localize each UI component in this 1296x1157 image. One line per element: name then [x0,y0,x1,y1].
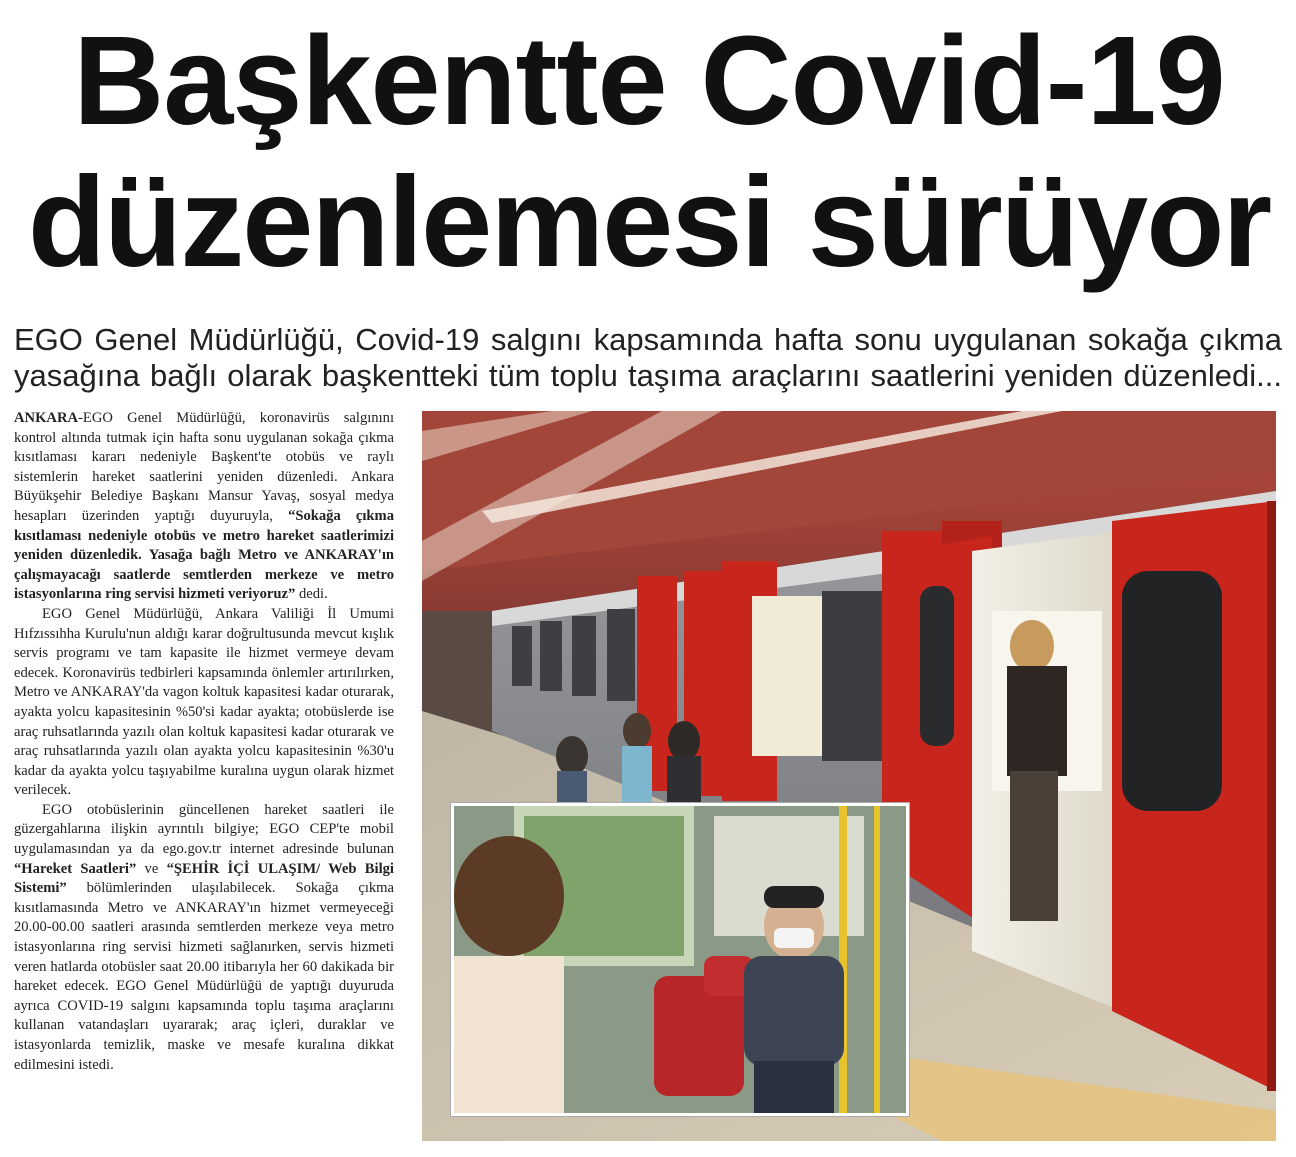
p3-a: EGO otobüslerinin güncellenen hareket saatleri ile güzergahlarına ilişkin ayrıntılı bilgiye; EGO CEP'te mobil uygulamasından ya da ego.gov.tr internet adresinde bulunan [14,801,394,858]
headline [18,10,1280,294]
p3-c: bölümlerinden ulaşılabilecek. Sokağa çıkma kısıtlamasında Metro ve ANKARAY'ın hizmet vermeyeceği 20.00-00.00 saatleri arasında semtlerden merkeze veya metro istasyonlarına ring servisi hizmeti sağlanırken, servis hizmeti veren hatlarda otobüsler saat 20.00 itibarıyla her 60 dakikada bir hareket edecek. EGO Genel Müdürlüğü de yaptığı duyuruda ayrıca COVID-19 salgını kapsamında toplu taşıma araçlarını kullanan vatandaşları uyararak; araç içleri, duraklar ve istasyonlarda temizlik, maske ve mesafe kuralına dikkat edilmesini istedi. [14,880,394,1073]
headline-line-1: Başkentte Covid-19 [73,10,1225,151]
p3-link-sehir: “ŞEHİR İÇİ ULAŞIM/ Web Bilgi Sistemi” [14,860,394,897]
subheadline [14,322,1282,394]
p3-ve: ve [136,860,167,877]
headline-line-2: düzenlemesi sürüyor [27,151,1271,294]
subheadline-line-1: EGO Genel Müdürlüğü, Covid-19 salgını kapsamında hafta sonu uygulanan sokağa çıkma [14,322,1282,357]
article-paragraph-2: EGO Genel Müdürlüğü, Ankara Valiliği İl Umumi Hıfzıssıhha Kurulu'nun aldığı karar doğrultusunda mevcut kışlık servis programı ve tam kapasite ile hizmet vermeye devam edecek. Koronavirüs tedbirleri kapsamında önlemler artırılırken, Metro ve ANKARAY'da vagon koltuk kapasitesi kadar oturarak, ayakta yolcu kapasitesinin %50'si kadar ayakta; otobüslerde ise araç ruhsatlarında yazılı olan koltuk kapasitesi kadar oturarak ve araç ruhsatlarında yazılı olan ayakta yolcu kapasitesinin %30'u kadar da ayakta yolcu taşıyabilme kuralına uygun olarak hizmet verilecek. [14,605,394,799]
article-body [14,409,394,1075]
mayor-quote: “Sokağa çıkma kısıtlaması nedeniyle otobüs ve metro hareket saatlerimizi yeniden düzenledik. Yasağa bağlı Metro ve ANKARAY'ın çalışmayacağı saatlerde semtlerden merkeze ve metro istasyonlarına ring servisi hizmeti veriyoruz” [14,507,395,603]
dateline: ANKARA [14,410,79,426]
p1-end: dedi. [295,586,328,603]
article-paragraph-1 [14,409,394,605]
bus-interior-photo [451,803,909,1116]
bus-interior-icon [454,806,906,1113]
article-paragraph-3 [14,801,394,1075]
p1-text: -EGO Genel Müdürlüğü, koronavirüs salgınını kontrol altında tutmak için hafta sonu uygulanan sokağa çıkma kısıtlaması kararı nedeniyle Başkent'te otobüs ve raylı sistemlerin hareket saatlerini yeniden düzenledi. Ankara Büyükşehir Belediye Başkanı Mansur Yavaş, sosyal medya hesapları üzerinden yaptığı duyuruyla, [14,410,394,524]
subheadline-line-2: yasağına bağlı olarak başkentteki tüm toplu taşıma araçlarını saatlerini yeniden düzenledi... [14,358,1282,393]
p3-link-hareket: “Hareket Saatleri” [14,860,137,877]
